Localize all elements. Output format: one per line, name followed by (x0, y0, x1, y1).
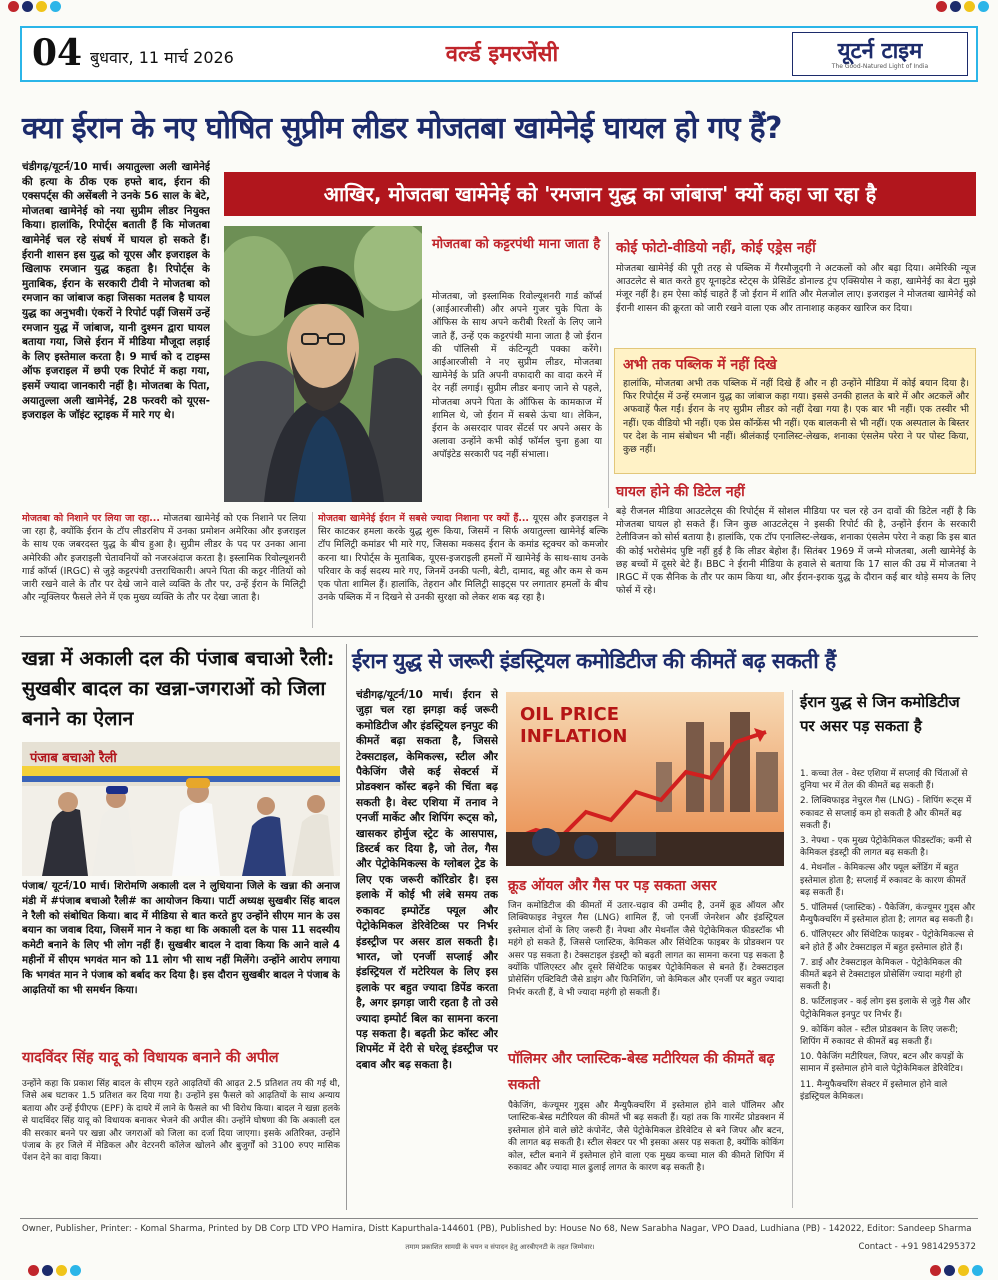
biggest-target-body: यूएस और इजराइल ने सिर काटकर हमला करके युद्ध शुरू किया, जिसमें न सिर्फ अयातुल्ला खामेनेई बल्कि टॉप मिलिट्री कमांडर भी मारे गए, जिसका मकसद ईरान के कमांड स्ट्रक्चर को कमजोर करना था। रिपोर्ट्स के मुताबिक, यूएस-इजराइली हमलों में खामेनेई के साथ-साथ उनके परिवार के कई सदस्य मारे गए, जिनमें उनकी पत्नी, बेटी, दामाद, बहू और कम से कम एक पोता शामिल हैं। हालांकि, तेहरान और मिलिट्री साइट्स पर लगातार हमलों के बीच उनके पब्लिक में न दिखने से उनकी सुरक्षा को लेकर शक बढ़ रहा है। (318, 513, 608, 604)
inflation-text: INFLATION (520, 726, 628, 747)
crude-body: जिन कमोडिटीज की कीमतों में उतार-चढ़ाव की उम्मीद है, उनमें क्रूड ऑयल और लिक्विफाइड नेचुरल गैस (LNG) शामिल हैं, जो एनर्जी जेनरेशन और इंडस्ट्रियल इस्तेमाल दोनों के लिए जरूरी हैं। नेफ्था और मेथनॉल जैसे पेट्रोकेमिकल फीडस्टॉक भी महंगे हो सकते हैं, जिससे प्लास्टिक, केमिकल और सिंथेटिक फाइबर के प्रोडक्शन पर असर पड़ सकता है। टेक्सटाइल इंडस्ट्री को बढ़ती लागत का सामना करना पड़ सकता है क्योंकि पॉलिएस्टर और दूसरे सिंथेटिक फाइबर पेट्रोकेमिकल से बनते हैं। टेक्सटाइल प्रोसेसिंग एक्टिविटी जैसे डाइंग और फिनिशिंग, जो केमिकल और एनर्जी पर बहुत ज्यादा निर्भर करती हैं, वे भी ज्यादा महंगी हो सकती हैं। (508, 901, 784, 998)
commodity-list-item: 4. मेथनॉल - केमिकल्स और फ्यूल ब्लेंडिंग में बहुत इस्तेमाल होता है; सप्लाई में रुकावट के कारण कीमतें बढ़ सकती हैं। (800, 863, 966, 898)
red-banner-text: आखिर, मोजतबा खामेनेई को 'रमजान युद्ध का जांबाज' क्यों कहा जा रहा है (323, 182, 877, 206)
mojtaba-photo (224, 226, 422, 502)
commodity-list-item: 7. डाई और टेक्सटाइल केमिकल - पेट्रोकेमिकल की कीमतें बढ़ने से टेक्सटाइल प्रोसेसिंग ज्यादा महंगी हो सकती है। (800, 957, 962, 993)
kattarpanthi-heading: मोजतबा को कट्टरपंथी माना जाता है (432, 237, 601, 252)
khanna-sub-body: उन्होंने कहा कि प्रकाश सिंह बादल के सीएम रहते आढ़तियों की आढ़त 2.5 प्रतिशत तय की गई थी, जिसे अब घटाकर 1.5 प्रतिशत कर दिया गया है। उन्होंने इस फैसले को आढ़तियों के साथ अन्याय बताया और उन्हें ईपीएफ (EPF) के दायरे में लाने के फैसले का भी विरोध किया। बादल ने खन्ना हलके से यादविंदर सिंह यादू को विधायक बनाकर भेजने की अपील की। उन्होंने घोषणा की कि अकाली दल की सरकार बनने पर खन्ना और जगराओं को जिला का दर्जा दिया जाएगा। इसके अतिरिक्त, उन्होंने पंजाब के हर जिले में मेडिकल और वेटरनरी कॉलेज खोलने और बुजुर्गों को 3100 रुपए मासिक पेंशन देने का वादा किया। (22, 1079, 340, 1164)
rally-photo (22, 742, 340, 876)
no-photo-heading: कोई फोटो-वीडियो नहीं, कोई एड्रेस नहीं (616, 240, 816, 256)
commodity-list-heading: ईरान युद्ध से जिन कमोडिटीज पर असर पड़ सकता है (800, 693, 960, 735)
injury-heading: घायल होने की डिटेल नहीं (616, 484, 745, 500)
commodity-list (800, 768, 978, 1208)
left-column-article: चंडीगढ़/यूटर्न/10 मार्च। अयातुल्ला अली खामेनेई की हत्या के ठीक एक हफ्ते बाद, ईरान की एक्सपर्ट्स की असेंबली ने उनके 56 साल के बेटे, मोजतबा खामेनेई को नया सुप्रीम लीडर नियुक्त किया। हालांकि, रिपोर्ट्स बताती हैं कि मोजतबा खामेनेई चल रहे संघर्ष में घायल हो सकते हैं। ईरानी शासन इस युद्ध को यूएस और इजराइल के खिलाफ रमजान युद्ध कहता है। रिपोर्ट्स के मुताबिक, ईरान के सरकारी टीवी ने मोजतबा को रमजान का जांबाज कहा जिसका मतलब है घायल युद्ध का अनुभवी। एंकरों ने रिपोर्ट पढ़ीं जिसमें उन्हें रमजान युद्ध में जांबाज, यानी दुश्मन द्वारा घायल बताया गया, जिसे ईरान में मीडिया मौजूदा लड़ाई के लिए इस्तेमाल करता है। 9 मार्च को द टाइम्स ऑफ इजराइल में छपी एक रिपोर्ट में कहा गया, इसमें ज्यादा जानकारी नहीं है। मोजतबा के पिता, अयातुल्ला अली खामेनेई, 28 फरवरी को यूएस-इजराइल के जॉइंट स्ट्राइक में मारे गए थे। (22, 161, 210, 422)
polymer-body: पैकेजिंग, कंज्यूमर गुड्स और मैन्युफैक्चरिंग में इस्तेमाल होने वाले पॉलिमर और प्लास्टिक-बेस्ड मटीरियल की कीमतें भी बढ़ सकती हैं। यहां तक कि गारमेंट प्रोडक्शन में इस्तेमाल होने वाले छोटे कंपोनेंट, जैसे पेट्रोकेमिकल डेरिवेटिव से बने जिपर और बटन, की लागत बढ़ सकती है। स्टील सेक्टर पर भी इसका असर पड़ सकता है, क्योंकि कोकिंग कोल, स्टील बनाने में इस्तेमाल होने वाला एक मुख्य कच्चा माल की कीमते शिपिंग में रुकावट और ज्यादा माल ढुलाई लागत के कारण बढ़ सकती है। (508, 1101, 784, 1174)
issue-date: बुधवार, 11 मार्च 2026 (90, 48, 234, 67)
divider (312, 512, 313, 628)
biggest-target-lead: मोजतबा खामेनेई ईरान में सबसे ज्यादा निशाना पर क्यों हैं... (318, 513, 529, 524)
commodity-list-item: 1. कच्चा तेल - वेस्ट एशिया में सप्लाई की चिंताओं से दुनिया भर में तेल की कीमतें बढ़ सकती हैं। (800, 769, 968, 792)
commodity-list-item: 8. फर्टिलाइजर - कई लोग इस इलाके से जुड़े गैस और पेट्रोकेमिकल इनपुट पर निर्भर हैं। (800, 997, 971, 1020)
oil-price-text: OIL PRICE (520, 704, 619, 725)
crude-heading: क्रूड ऑयल और गैस पर पड़ सकता असर (508, 878, 717, 894)
logo-tagline: The Good-Natured Light of India (831, 63, 929, 70)
not-public-box (614, 348, 976, 474)
no-photo-body: मोजतबा खामेनेई की पूरी तरह से पब्लिक में गैरमौजूदगी ने अटकलों को और बढ़ा दिया। अमेरिकी न्यूज आउटलेट से बात करते हुए यूनाइटेड स्टेट्स के प्रेसिडेंट डोनाल्ड ट्रंप एक्सियोस ने कहा, खामेनेई का बेटा मुझे मंजूर नहीं है। हम ऐसा कोई चाहते हैं जो ईरान में शांति और मेलजोल लाए। इजराइल ने मोजतबा खामेनेई को ईरानी शासन की क्रूरता को जारी रखने वाला एक और तानाशाह कहकर खारिज कर दिया। (616, 263, 976, 314)
not-public-body: हालांकि, मोजतबा अभी तक पब्लिक में नहीं दिखे हैं और न ही उन्होंने मीडिया में कोई बयान दिया है। फिर रिपोर्ट्स में उन्हें रमजान युद्ध का जांबाज कहा गया। इससे उनकी हालत के बारे में और अटकलें और अफवाहें फैल गईं। ईरान के नए सुप्रीम लीडर को नहीं देखा गया है। एक बार भी नहीं। एक तस्वीर भी नहीं। एक वीडियो भी नहीं। एक प्रेस कॉन्फ्रेंस भी नहीं। एक बालकनी से भी नहीं। एक अस्पताल के बिस्तर पर देश के नाम संबोधन भी नहीं। श्रीलंकाई एनालिस्ट-लेखक, शनाका एंसलेम परेरा ने पर पोस्ट किया, कुछ नहीं। (623, 378, 969, 456)
main-headline: क्या ईरान के नए घोषित सुप्रीम लीडर मोजतबा खामेनेई घायल हो गए हैं? (22, 111, 782, 146)
commodity-list-item: 11. मैन्युफैक्चरिंग सेक्टर में इस्तेमाल होने वाले इंडस्ट्रियल केमिकल। (800, 1079, 948, 1102)
not-public-heading: अभी तक पब्लिक में नहीं दिखे (623, 357, 777, 373)
portrait-illustration (224, 226, 422, 502)
khanna-headline: खन्ना में अकाली दल की पंजाब बचाओ रैली: सुखबीर बादल का खन्ना-जगराओं को जिला बनाने का ऐलान (22, 647, 335, 730)
kattarpanthi-body: मोजतबा, जो इस्लामिक रिवोल्यूशनरी गार्ड कॉर्प्स (आईआरजीसी) और अपने गुजर चुके पिता के ऑफिस के साथ अपने करीबी रिश्तों के लिए जाने जाते हैं, उन्हें एक कट्टरपंथी माना जाता है जो ईरान की पॉलिसी में कंटिन्यूटी पक्का करेंगे। आईआरजीसी ने नए सुप्रीम लीडर, मोजतबा खामेनेई के प्रति अपनी वफादारी का वादा करने में देर नहीं लगाई। सुप्रीम लीडर बनाए जाने से पहले, मोजतबा अपने पिता के ऑफिस के कामकाज में शामिल थे, जो ईरान में सबसे ऊंचा था। लेकिन, ईरान के असरदार पावर सेंटर्स पर अपने असर के अलावा उन्होंने कभी कोई फॉर्मल चुना हुआ या अपॉइंटेड सरकारी पद नहीं संभाला। (432, 291, 602, 461)
section-divider (20, 636, 978, 637)
khanna-body: पंजाब/ यूटर्न/10 मार्च। शिरोमणि अकाली दल ने लुधियाना जिले के खन्ना की अनाज मंडी में #पंजाब बचाओ रैली# का आयोजन किया। पार्टी अध्यक्ष सुखबीर सिंह बादल ने रैली को संबोधित किया। बाद में मीडिया से बात करते हुए उन्होंने सीएम मान के उस बयान का जवाब दिया, जिसमें मान ने कहा था कि अकाली दल के पास 11 सदस्यीय कमेटी बनाने के लिए भी लोग नहीं हैं। सुखबीर बादल ने दावा किया कि आने वाले 4 महीनों में सीएम भगवंत मान को 11 लोग भी साथ नहीं मिलेंगे। उन्होंने आरोप लगाया कि भगवंत मान ने पंजाब को बर्बाद कर दिया है। इस दौरान सुखबीर बादल ने पंजाब के आढ़तियों का भी समर्थन किया। (22, 881, 340, 996)
commodity-list-item: 6. पॉलिएस्टर और सिंथेटिक फाइबर - पेट्रोकेमिकल्स से बने होते हैं और टेक्सटाइल में बहुत इस्तेमाल होते हैं। (800, 930, 974, 953)
divider (792, 690, 793, 1208)
commodity-list-item: 5. पॉलिमर्स (प्लास्टिक) - पैकेजिंग, कंज्यूमर गुड्स और मैन्युफैक्चरिंग में इस्तेमाल होता है; लागत बढ़ सकती है। (800, 903, 975, 926)
target-body: मोजतबा खामेनेई को एक निशाने पर लिया जा रहा है, क्योंकि ईरान के टॉप लीडरशिप में उनका प्रमोशन अमेरिका और इजराइल के साथ एक जबरदस्त युद्ध के बीच हुआ है। सुप्रीम लीडर के पद पर उनका आना अमेरिकी और इजराइली चेतावनियों को नजरअंदाज करता है। इस्लामिक रिवोल्यूशनरी गार्ड कॉर्प्स (IRGC) से जुड़े कट्टरपंथी उत्तराधिकारी। अपने पिता की कट्टर नीतियों को जारी रखने वाले के तौर पर देखे जाने वाले व्यक्ति के तौर पर, उन्हें ईरान के मिलिट्री और न्यूक्लियर फैसले लेने में एक मुख्य व्यक्ति के तौर पर देखा जाता है। (22, 513, 306, 604)
logo-title: यूटर्न टाइम (837, 39, 923, 64)
footer-contact: Contact - +91 9814295372 (858, 1242, 976, 1252)
masthead-bar (20, 26, 978, 82)
footer-imprint: Owner, Publisher, Printer: - Komal Sharma, Printed by DB Corp LTD VPO Hamira, Distt Kapurthala-144601 (PB), Published by: House No 68, New Sarabha Nagar, VPO Daad, Ludhiana (PB) - 142022, Editor: Sandeep Sharma (22, 1224, 972, 1234)
commodity-list-item: 10. पैकेजिंग मटीरियल, जिपर, बटन और कपड़ों के सामान में इस्तेमाल होने वाले पेट्रोकेमिकल डेरिवेटिव। (800, 1052, 964, 1075)
page-number: 04 (32, 32, 83, 74)
khanna-sub-heading: यादविंदर सिंह यादू को विधायक बनाने की अपील (22, 1050, 279, 1066)
commodity-list-item: 9. कोकिंग कोल - स्टील प्रोडक्शन के लिए जरूरी; शिपिंग में रुकावट से कीमतें बढ़ सकती हैं। (800, 1024, 959, 1048)
target-lead: मोजतबा को निशाने पर लिया जा रहा... (22, 513, 160, 524)
target-box (22, 512, 306, 630)
top-color-strip (0, 0, 998, 14)
oil-price-image (506, 692, 784, 866)
commodity-list-item: 3. नेफ्था - एक मुख्य पेट्रोकेमिकल फीडस्टॉक; कमी से केमिकल इंडस्ट्री की लागत बढ़ सकती है। (800, 836, 972, 859)
commodity-list-item: 2. लिक्विफाइड नेचुरल गैस (LNG) - शिपिंग रूट्स में रुकावट से सप्लाई कम हो सकती है और कीमतें बढ़ सकती हैं। (800, 796, 972, 831)
injury-body: बड़े रीजनल मीडिया आउटलेट्स की रिपोर्ट्स में सोशल मीडिया पर चल रहे उन दावों की डिटेल नहीं है कि मोजतबा घायल हो सकते हैं। जिन कुछ आउटलेट्स ने इसकी रिपोर्ट की है, उन्होंने ईरान के सरकारी टेलीविजन को सोर्स बताया है। हालांकि, एक टॉप एनालिस्ट-लेखक, शनाका एंसलेम परेरा ने कहा कि इस बात की कोई भरोसेमंद पुष्टि नहीं हुई है कि लीडर बेहोश हैं। सितंबर 1969 में जन्मे मोजतबा, अली खामेनेई के छह बच्चों में दूसरे बेटे हैं। BBC ने ईरानी मीडिया के हवाले से बताया कि 17 साल की उम्र में मोजतबा ने IRGC में एक सैनिक के तौर पर काम किया था, और ईरान-इराक युद्ध के दौरान कई बार थोड़े समय के लिए फोर्स में रहे। (616, 506, 976, 597)
logo-box (792, 32, 968, 76)
divider (346, 644, 347, 1210)
divider (608, 232, 609, 508)
footer-divider (20, 1218, 978, 1219)
commodities-headline: ईरान युद्ध से जरूरी इंडस्ट्रियल कमोडिटीज की कीमतें बढ़ सकती हैं (352, 649, 836, 673)
red-banner (224, 172, 976, 216)
commodities-body: चंडीगढ़/यूटर्न/10 मार्च। ईरान से जुड़ा चल रहा झगड़ा कई जरूरी कमोडिटीज और इंडस्ट्रियल इनपुट की कीमतें बढ़ा सकता है, जिससे टेक्सटाइल, केमिकल्स, स्टील और पैकेजिंग जैसे कई सेक्टर्स में प्रोडक्शन कॉस्ट बढ़ने की चिंता बढ़ सकती है। वेस्ट एशिया में तनाव ने एनर्जी मार्केट और शिपिंग रूट्स को, खासकर होर्मुज स्ट्रेट के आसपास, डिस्टर्ब कर दिया है, जो तेल, गैस और पेट्रोकेमिकल्स के ग्लोबल ट्रेड के लिए एक जरूरी कॉरिडोर है। इस इलाके में कोई भी लंबे समय तक रुकावट इम्पोर्टेड फ्यूल और पेट्रोकेमिकल डेरिवेटिव्स पर निर्भर इंडस्ट्रीज पर असर डाल सकती है। भारत, जो एनर्जी सप्लाई और इंडस्ट्रियल रॉ मटेरियल के लिए इस इलाके पर बहुत ज्यादा डिपेंड करता है, अगर झगड़ा जारी रहता है तो उसे ज्यादा इम्पोर्ट बिल का सामना करना पड़ सकता है। बढ़ती फ्रेट कॉस्ट और शिपमेंट में देरी से घरेलू इंडस्ट्रीज पर दबाव और बढ़ सकता है। (356, 689, 498, 1071)
biggest-target-box (318, 512, 608, 630)
bottom-color-strip (0, 1264, 998, 1278)
section-title: वर्ल्ड इमरजेंसी (445, 42, 559, 67)
polymer-heading: पॉलिमर और प्लास्टिक-बेस्ड मटीरियल की कीमतें बढ़ सकती (508, 1051, 775, 1093)
rally-stage-banner: पंजाब बचाओ रैली (30, 751, 117, 766)
footer-disclaimer: तमाम प्रकाशित सामग्री के चयन व संपादन हेतु आरबीएनटी के तहत जिम्मेवार। (405, 1243, 595, 1251)
